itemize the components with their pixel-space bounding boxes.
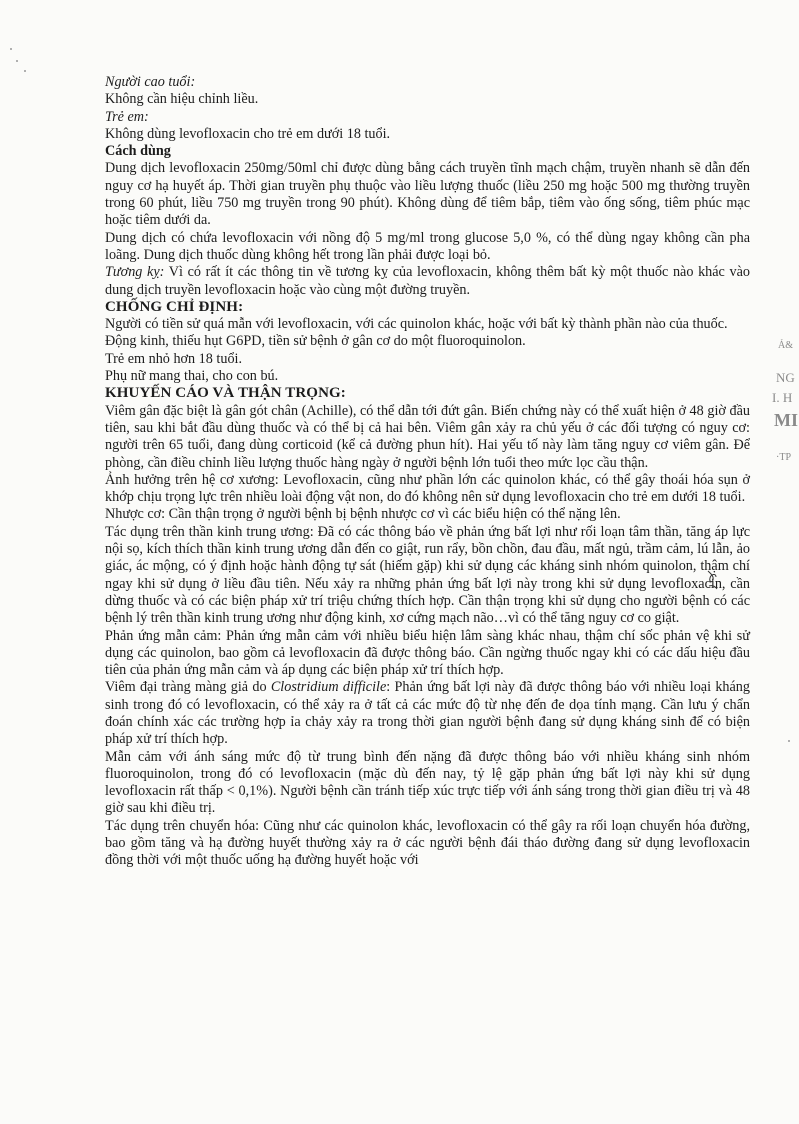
paragraph: Người có tiền sử quá mẫn với levofloxacin, với các quinolon khác, hoặc với bất kỳ thành phần nào của thuốc. (105, 316, 728, 333)
paragraph: Không cần hiệu chỉnh liều. (105, 91, 259, 108)
clostridium-species: Clostridium difficile (270, 679, 387, 696)
paragraph: Nhược cơ: Cần thận trọng ở người bệnh bị bệnh nhược cơ vì các biểu hiện có thể nặng lên. (105, 506, 621, 523)
paragraph: Phản ứng mẫn cảm: Phản ứng mẫn cảm với nhiều biểu hiện lâm sàng khác nhau, thậm chí sốc phản vệ khi sử dụng các quinolon, bao gồm cả levofloxacin đã được thông báo. Cần ngừng thuốc ngay khi có các dấu hiệu đầu tiên của phản ứng mẫn cảm và áp dụng các biện pháp xử trí thích hợp. (105, 627, 750, 679)
paragraph: Không dùng levofloxacin cho trẻ em dưới 18 tuổi. (105, 125, 391, 142)
scan-speck (10, 48, 12, 50)
paragraph: Trẻ em nhỏ hơn 18 tuổi. (105, 350, 243, 367)
heading-usage: Cách dùng (105, 143, 171, 160)
margin-bleed-text: MI (774, 410, 798, 430)
heading-contraindications: CHỐNG CHỈ ĐỊNH: (105, 298, 244, 315)
paragraph: Viêm gân đặc biệt là gân gót chân (Achille), có thể dẫn tới đứt gân. Biến chứng này có thể xuất hiện ở 48 giờ đầu tiên, sau khi bắt đầu dùng thuốc và có thể bị cả hai bên. Viêm gân xảy ra chủ yếu ở các đối tượng có nguy cơ: người trên 65 tuổi, đang dùng corticoid (kể cả đường phun hít). Hai yếu tố này làm tăng nguy cơ viêm gân. Để phòng, cần điều chỉnh liều lượng thuốc hàng ngày ở người bệnh lớn tuổi theo mức lọc cầu thận. (105, 402, 750, 471)
scan-speck (788, 740, 790, 742)
incompatibility-label: Tương kỵ: (105, 264, 165, 281)
clostridium-lead: Viêm đại tràng màng giả do (105, 679, 271, 696)
margin-bleed-text: ·TP (776, 452, 791, 463)
paragraph: Mẫn cảm với ánh sáng mức độ từ trung bình đến nặng đã được thông báo với nhiều kháng sinh nhóm fluoroquinolon, trong đó có levofloxacin (mặc dù đến nay, tỷ lệ gặp phản ứng bất lợi này khi sử dụng levofloxacin rất thấp < 0,1%). Người bệnh cần tránh tiếp xúc trực tiếp với ánh sáng trong thời gian điều trị và 48 giờ sau khi điều trị. (105, 748, 750, 817)
subheading-elderly: Người cao tuổi: (105, 74, 196, 90)
paragraph: Phụ nữ mang thai, cho con bú. (105, 368, 279, 385)
margin-bleed-text: I. H (772, 390, 793, 405)
paragraph: Tác dụng trên thần kinh trung ương: Đã có các thông báo về phản ứng bất lợi như rối loạn tâm thần, tăng áp lực nội sọ, kích thích thần kinh trung ương dẫn đến co giật, run rẩy, bồn chồn, đau đầu, mất ngủ, trầm cảm, lú lẫn, ảo giác, ác mộng, có ý định hoặc hành động tự sát (hiếm gặp) khi sử dụng các kháng sinh nhóm quinolon, thậm chí ngay khi sử dụng ở liều đầu tiên. Nếu xảy ra những phản ứng bất lợi này trong khi sử dụng levofloxacin, cần dừng thuốc và có các biện pháp xử trí triệu chứng thích hợp. Cần thận trọng khi sử dụng cho người bệnh có các bệnh lý trên thần kinh trung ương như động kinh, xơ cứng mạch não…vì có thể tăng nguy cơ co giật. (105, 523, 750, 627)
paragraph-clostridium (105, 679, 750, 748)
paragraph: Dung dịch levofloxacin 250mg/50ml chỉ được dùng bằng cách truyền tĩnh mạch chậm, truyền nhanh sẽ dẫn đến nguy cơ hạ huyết áp. Thời gian truyền phụ thuộc vào liều lượng thuốc (liều 250 mg hoặc 500 mg thường truyền trong 60 phút, liều 750 mg truyền trong 90 phút). Không dùng để tiêm bắp, tiêm vào ống sống, tiêm phúc mạc hoặc tiêm dưới da. (105, 160, 750, 229)
subheading-children: Trẻ em: (105, 108, 149, 125)
paragraph: Động kinh, thiếu hụt G6PD, tiền sử bệnh ở gân cơ do một fluoroquinolon. (105, 333, 526, 350)
scan-speck (24, 70, 26, 72)
paragraph: Tác dụng trên chuyển hóa: Cũng như các quinolon khác, levofloxacin có thể gây ra rối loạn chuyển hóa đường, bao gồm tăng và hạ đường huyết thường xảy ra ở các người bệnh đái tháo đường đang sử dụng levofloxacin đồng thời với một thuốc uống hạ đường huyết hoặc với (105, 817, 750, 869)
paragraph: Dung dịch có chứa levofloxacin với nồng độ 5 mg/ml trong glucose 5,0 %, có thể dùng ngay không cần pha loãng. Dung dịch thuốc dùng không hết trong lần phải được loại bỏ. (105, 229, 750, 263)
scan-speck (16, 60, 18, 62)
document-body (105, 74, 750, 870)
paragraph: Ảnh hưởng trên hệ cơ xương: Levofloxacin, cũng như phần lớn các quinolon khác, có thể gây thoái hóa sụn ở khớp chịu trọng lực trên nhiều loài động vật non, do đó không nên sử dụng levofloxacin cho trẻ em dưới 18 tuổi. (105, 471, 750, 506)
paragraph-incompatibility (105, 264, 750, 299)
incompatibility-text: Vì có rất ít các thông tin về tương kỵ của levofloxacin, không thêm bất kỳ một thuốc nào khác vào dung dịch truyền levofloxacin hoặc vào cùng một đường truyền. (105, 264, 750, 298)
margin-bleed-text: Ả& (778, 340, 793, 351)
clostridium-text: : Phản ứng bất lợi này đã được thông báo với nhiều loại kháng sinh trong đó có levofloxacin, có thể xảy ra ở tất cả các mức độ từ nhẹ đến đe dọa tính mạng. Cần lưu ý chẩn đoán chính xác các trường hợp ỉa chảy xảy ra trong thời gian người bệnh đang sử dụng kháng sinh để có biện pháp xử trí thích hợp. (105, 679, 750, 748)
handwritten-mark-icon (705, 568, 719, 590)
margin-bleed-text: NG (776, 370, 795, 385)
heading-warnings: KHUYẾN CÁO VÀ THẬN TRỌNG: (105, 385, 346, 402)
